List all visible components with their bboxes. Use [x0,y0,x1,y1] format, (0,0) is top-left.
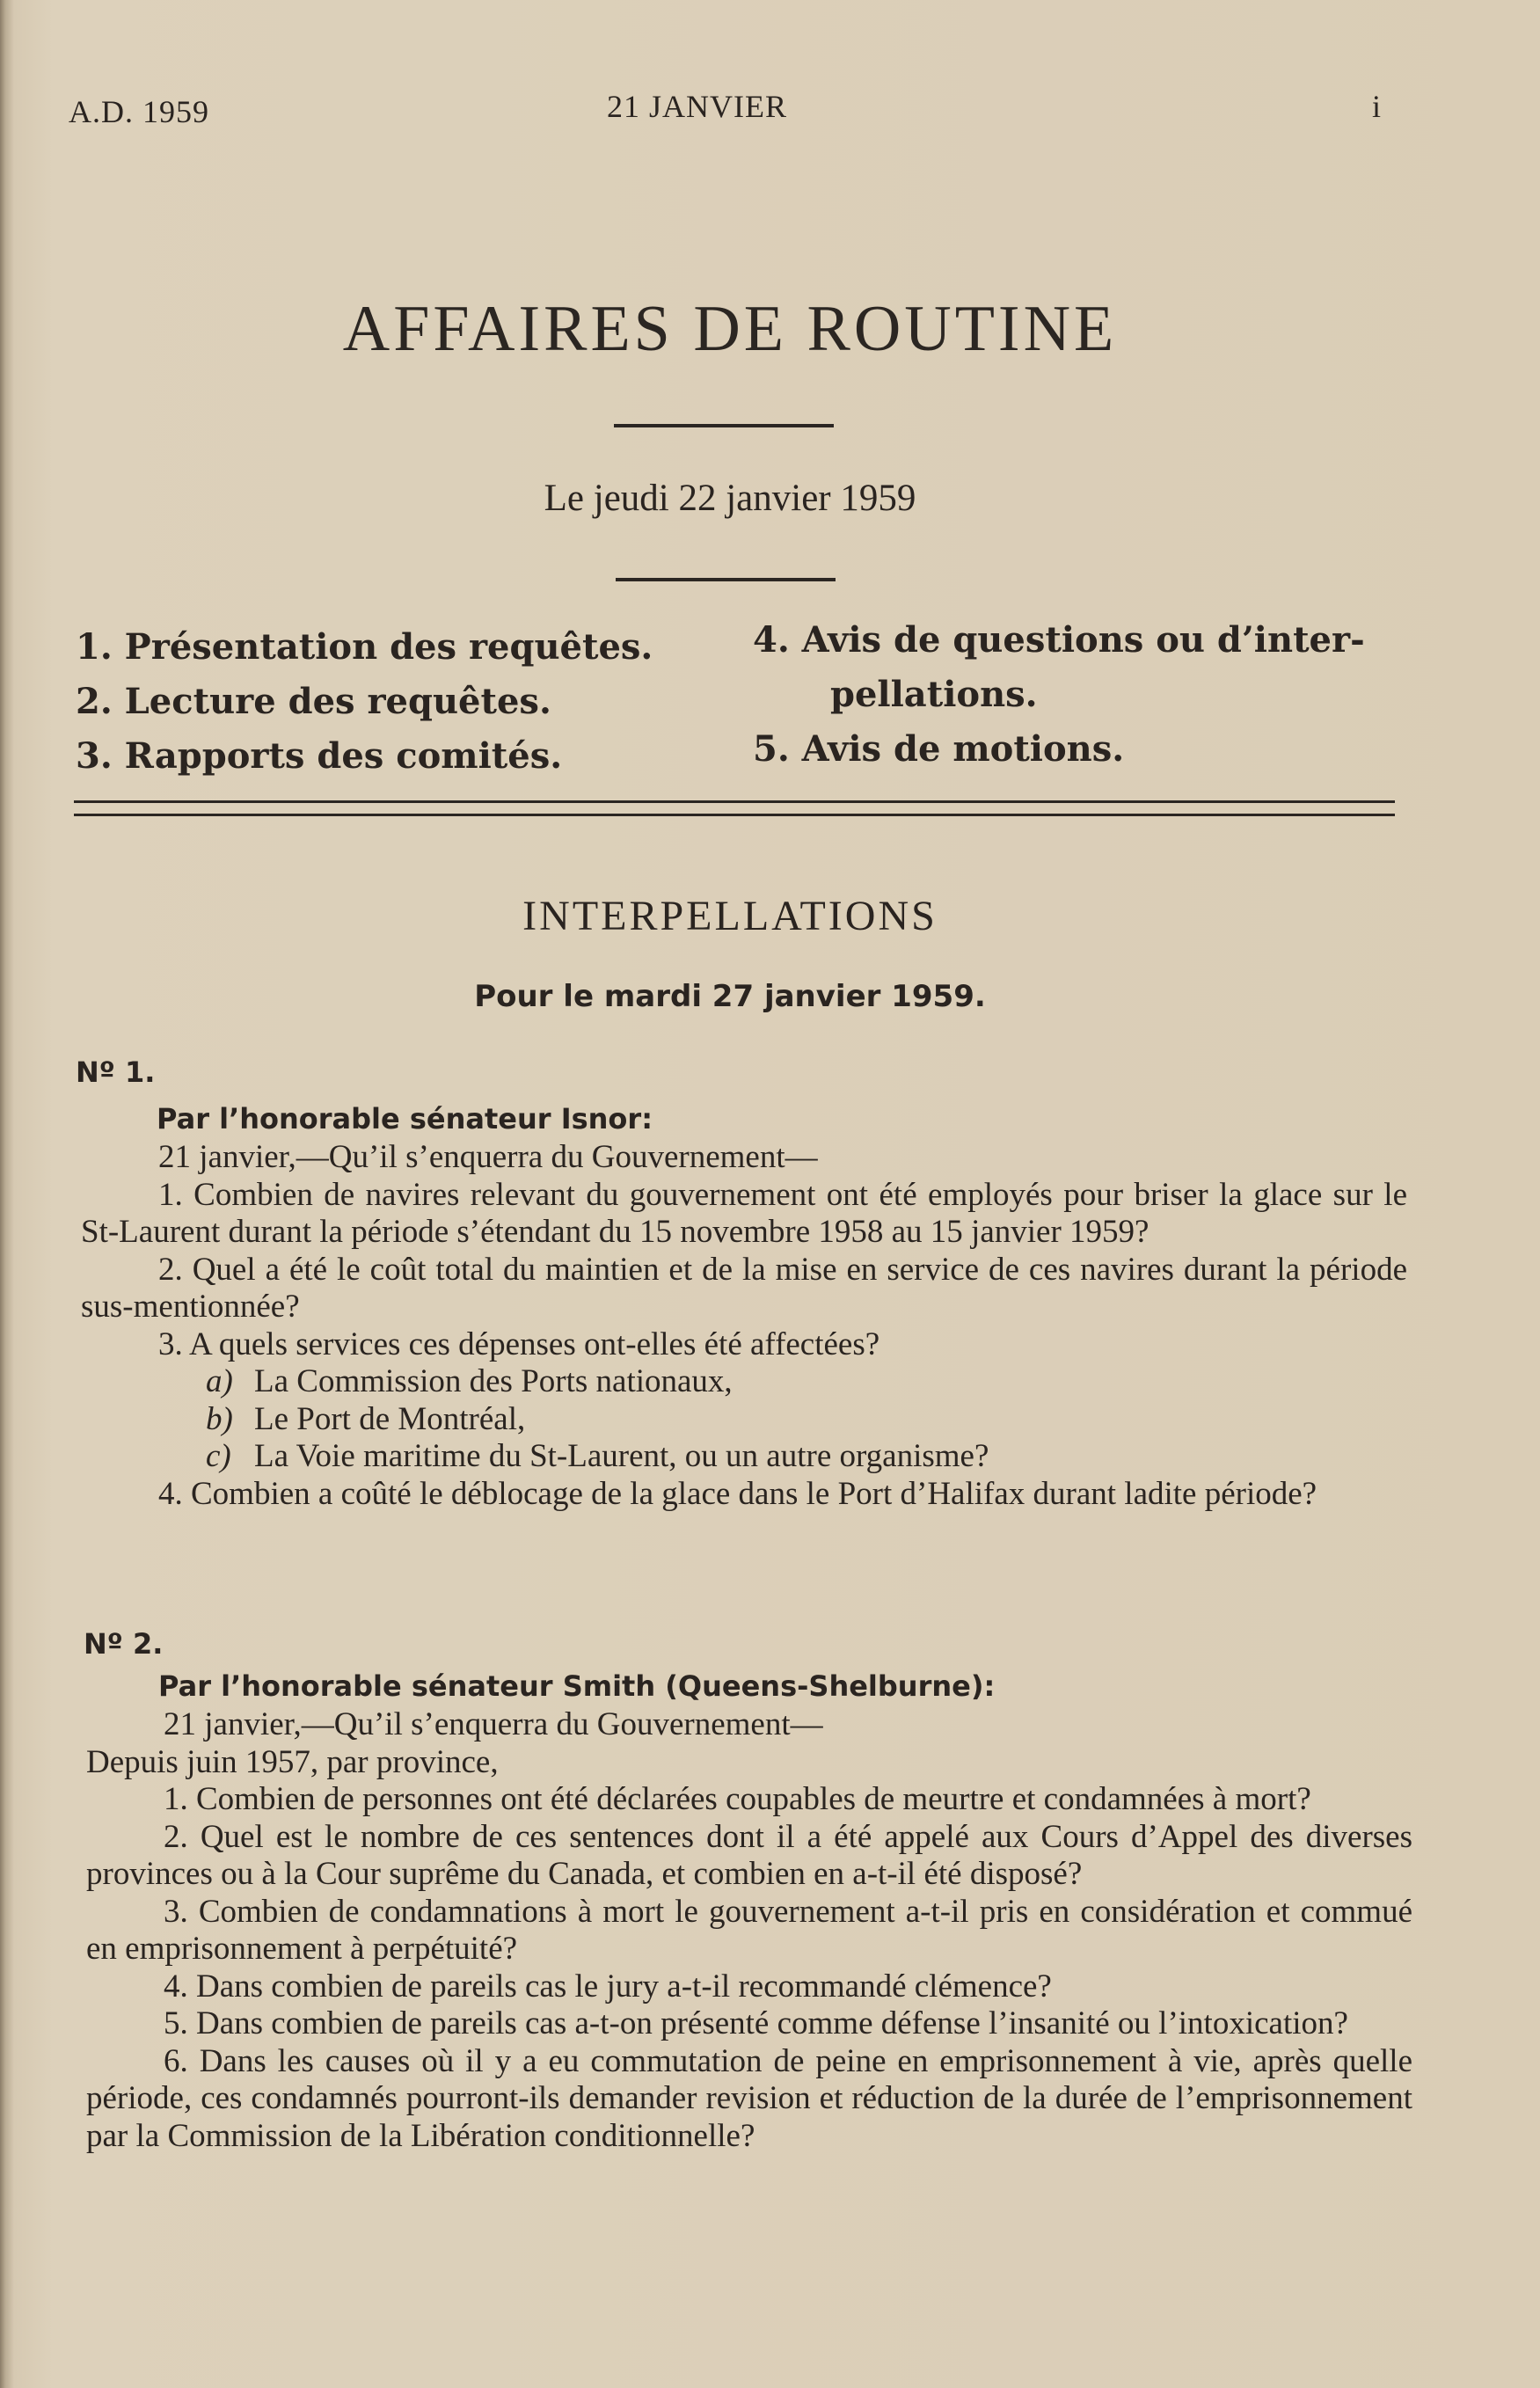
date-rule [616,578,836,581]
question-text: 4. Combien a coûté le déblocage de la glace dans le Port d’Halifax durant ladite période? [158,1475,1317,1512]
sub-item-text: La Commission des Ports nationaux, [254,1363,733,1399]
routine-items-col2 [753,619,1365,783]
question-byline: Par l’honorable sénateur Smith (Queens-Shelburne): [158,1669,996,1703]
question-text: Depuis juin 1957, par province, [86,1743,499,1780]
sub-item [81,1438,1407,1476]
question-1-body [81,1139,1407,1513]
question-number: Nº 1. [76,1055,156,1089]
question-text: 1. Combien de navires relevant du gouvernement ont été employés pour briser la glace sur le St-Laurent durant la période s’étendant du 15 novembre 1958 au 15 janvier 1959? [81,1176,1407,1250]
sub-item-label: b) [206,1400,233,1437]
question-byline: Par l’honorable sénateur Isnor: [157,1102,653,1136]
routine-item: pellations. [830,674,1038,715]
question-text: 21 janvier,—Qu’il s’enquerra du Gouvernement— [158,1139,818,1175]
routine-item: 3. Rapports des comités. [76,735,563,777]
question-text: 3. A quels services ces dépenses ont-elles été affectées? [158,1325,880,1362]
header-year: A.D. 1959 [69,94,209,129]
section-title: INTERPELLATIONS [522,893,938,939]
page-number: i [1372,89,1383,124]
question-text: 1. Combien de personnes ont été déclarées coupables de meurtre et condamnées à mort? [164,1781,1311,1817]
routine-item: 1. Présentation des requêtes. [76,626,653,668]
page-title: AFFAIRES DE ROUTINE [342,293,1118,365]
running-head [0,88,1540,132]
sub-item [81,1401,1407,1439]
routine-item: 5. Avis de motions. [753,728,1125,770]
double-rule [74,800,1395,816]
routine-item: 2. Lecture des requêtes. [76,681,551,722]
sub-item-text: La Voie maritime du St-Laurent, ou un autre organisme? [254,1438,989,1474]
sub-item [81,1363,1407,1401]
question-text: 2. Quel a été le coût total du maintien et de la mise en service de ces navires durant la période sus-mentionnée? [81,1251,1407,1325]
question-text: 6. Dans les causes où il y a eu commutation de peine en emprisonnement à vie, après quelle période, ces condamnés pourront-ils demander revision et réduction de la durée de l’emprisonnement par la Commission de la Libération conditionnelle? [86,2042,1412,2154]
sub-item-label: c) [206,1438,231,1474]
sub-item-text: Le Port de Montréal, [254,1400,526,1437]
question-text: 21 janvier,—Qu’il s’enquerra du Gouvernement— [164,1706,823,1742]
question-text: 2. Quel est le nombre de ces sentences dont il a été appelé aux Cours d’Appel des diverses provinces ou à la Cour suprême du Canada, et combien en a-t-il été disposé? [86,1818,1412,1892]
question-text: 3. Combien de condamnations à mort le gouvernement a-t-il pris en considération et commué en emprisonnement à perpétuité? [86,1893,1412,1967]
question-2-body [86,1706,1412,2155]
routine-item: 4. Avis de questions ou d’inter- [753,619,1365,661]
header-date: 21 JANVIER [607,89,787,124]
title-rule [614,424,834,427]
question-text: 5. Dans combien de pareils cas a-t-on présenté comme défense l’insanité ou l’intoxication? [164,2005,1348,2041]
routine-items-col1 [76,626,653,790]
sitting-date: Le jeudi 22 janvier 1959 [544,478,916,519]
question-text: 4. Dans combien de pareils cas le jury a-t-il recommandé clémence? [164,1968,1052,2005]
sub-item-label: a) [206,1363,233,1399]
question-number: Nº 2. [84,1627,164,1661]
section-date: Pour le mardi 27 janvier 1959. [474,979,986,1014]
